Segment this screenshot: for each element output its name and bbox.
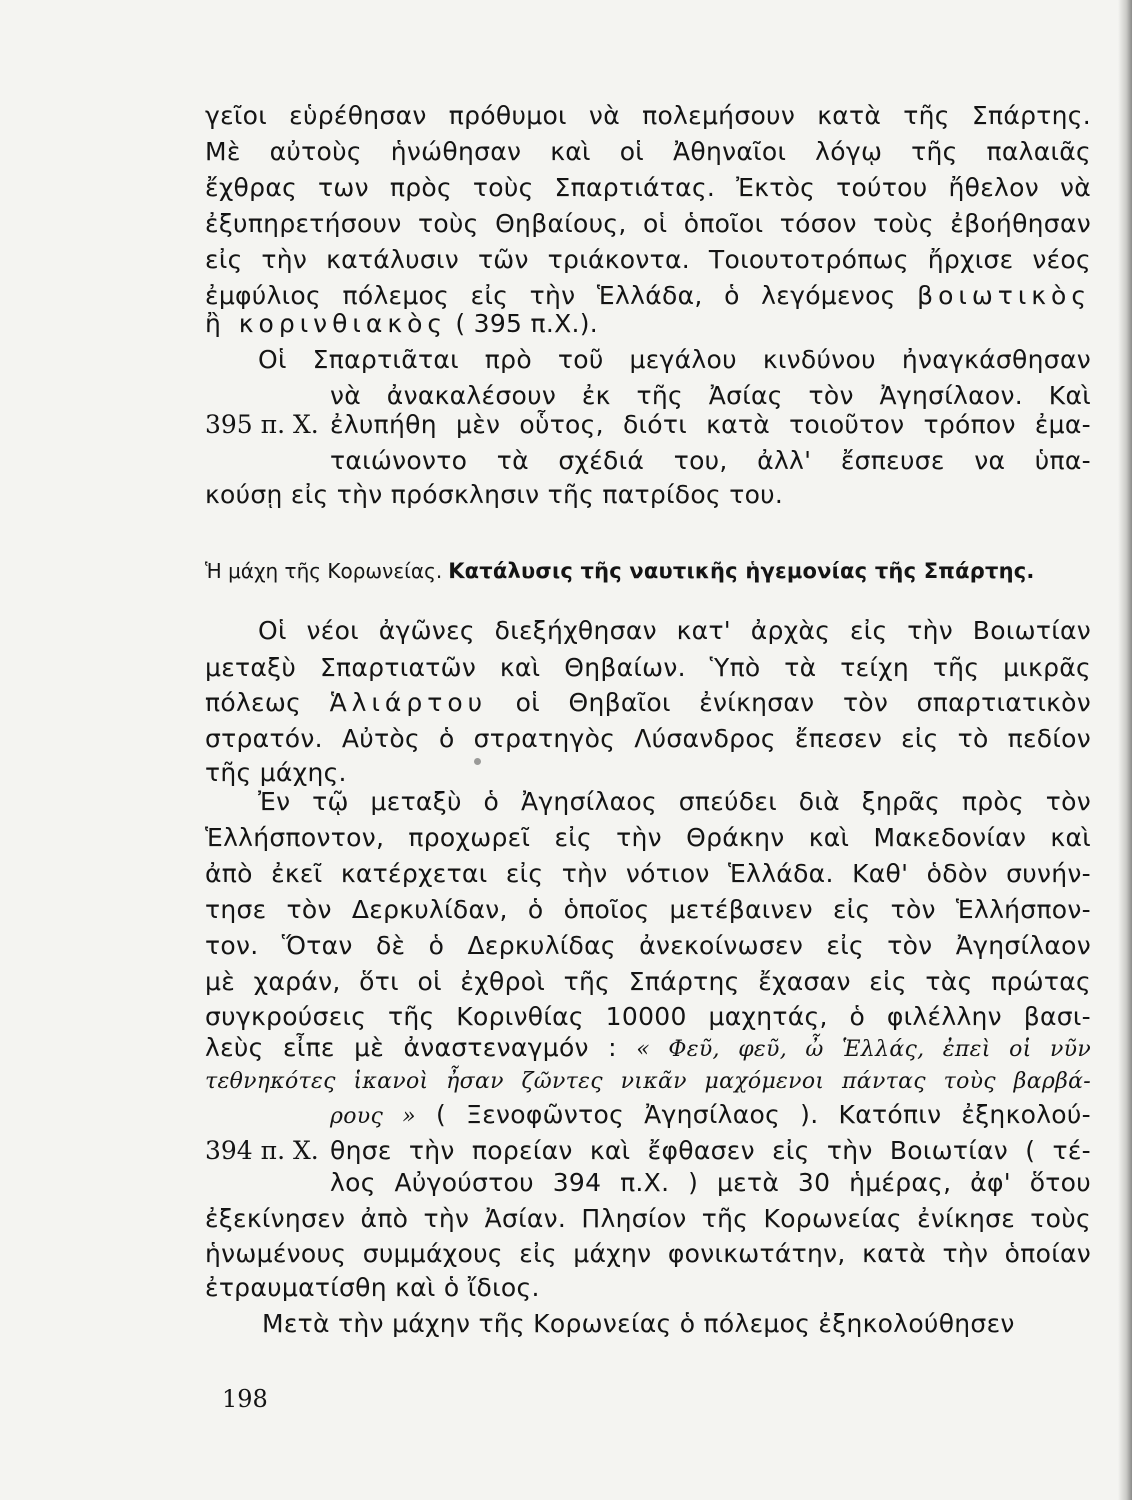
text-line: εἰς τὴν κατάλυσιν τῶν τριάκοντα. Τοιουτοτρόπως ἤρχισε νέος xyxy=(205,245,1091,274)
text-line xyxy=(205,306,1091,342)
text-line xyxy=(330,1097,1091,1133)
text-line: γεῖοι εὑρέθησαν πρόθυμοι νὰ πολεμήσουν κατὰ τῆς Σπάρτης. xyxy=(205,101,1091,130)
spaced-term: βοιωτικὸς xyxy=(917,281,1091,310)
quote-line: τεθνηκότες ἱκανοὶ ἦσαν ζῶντες νικᾶν μαχόμενοι πάντας τοὺς βαρβά- xyxy=(205,1069,1091,1094)
text-line: ταιώνοντο τὰ σχέδιά του, ἀλλ' ἔσπευσε να ὑπα- xyxy=(330,446,1091,475)
text-line xyxy=(205,685,1091,721)
section-heading xyxy=(205,556,1091,586)
heading-part-1: Ἡ μάχη τῆς Κορωνείας. xyxy=(205,559,443,583)
text-line: ἔχθρας των πρὸς τοὺς Σπαρτιάτας. Ἐκτὸς τούτου ἤθελον νὰ xyxy=(205,173,1091,202)
text-line: Οἱ νέοι ἀγῶνες διεξήχθησαν κατ' ἀρχὰς εἰς τὴν Βοιωτίαν xyxy=(258,616,1091,645)
text-line: Μετὰ τὴν μάχην τῆς Κορωνείας ὁ πόλεμος ἐξηκολούθησεν xyxy=(262,1309,1015,1338)
text-line: τησε τὸν Δερκυλίδαν, ὁ ὁποῖος μετέβαινεν εἰς τὸν Ἑλλήσπον- xyxy=(205,895,1091,924)
text-span: ἐμφύλιος πόλεμος εἰς τὴν Ἑλλάδα, ὁ λεγόμενος xyxy=(205,281,896,310)
text-span: πόλεως xyxy=(205,688,302,717)
text-line: ἐξυπηρετήσουν τοὺς Θηβαίους, οἱ ὁποῖοι τόσον τοὺς ἐβοήθησαν xyxy=(205,209,1091,238)
text-line: Οἱ Σπαρτιᾶται πρὸ τοῦ μεγάλου κινδύνου ἠναγκάσθησαν xyxy=(258,345,1091,374)
text-line: συγκρούσεις τῆς Κορινθίας 10000 μαχητάς, ὁ φιλέλλην βασι- xyxy=(205,1002,1091,1031)
heading-part-2: Κατάλυσις τῆς ναυτικῆς ἡγεμονίας τῆς Σπάρτης. xyxy=(448,559,1035,583)
text-line: μὲ χαράν, ὅτι οἱ ἐχθροὶ τῆς Σπάρτης ἔχασαν εἰς τὰς πρώτας xyxy=(205,967,1091,996)
page-number: 198 xyxy=(222,1385,268,1413)
text-line: ἐτραυματίσθη καὶ ὁ ἴδιος. xyxy=(205,1273,540,1302)
text-line: νὰ ἀνακαλέσουν ἐκ τῆς Ἀσίας τὸν Ἀγησίλαον. Καὶ xyxy=(330,381,1091,410)
text-line: Ἐν τῷ μεταξὺ ὁ Ἀγησίλαος σπεύδει διὰ ξηρᾶς πρὸς τὸν xyxy=(258,787,1091,816)
text-line: τον. Ὅταν δὲ ὁ Δερκυλίδας ἀνεκοίνωσεν εἰς τὸν Ἀγησίλαον xyxy=(205,931,1091,960)
spaced-term: Ἁλιάρτου xyxy=(329,688,488,717)
text-line: Μὲ αὐτοὺς ἡνώθησαν καὶ οἱ Ἀθηναῖοι λόγῳ τῆς παλαιᾶς xyxy=(205,137,1091,166)
text-line: στρατόν. Αὐτὸς ὁ στρατηγὸς Λύσανδρος ἔπεσεν εἰς τὸ πεδίον xyxy=(205,724,1091,753)
text-line: μεταξὺ Σπαρτιατῶν καὶ Θηβαίων. Ὑπὸ τὰ τείχη τῆς μικρᾶς xyxy=(205,653,1091,682)
text-span: ( Ξενοφῶντος Ἀγησίλαος ). Κατόπιν ἐξηκολού- xyxy=(436,1100,1091,1129)
quote-text: ρους » xyxy=(330,1104,416,1129)
text-span: λεὺς εἶπε μὲ ἀναστεναγμόν : xyxy=(205,1033,617,1062)
spaced-term: ἢ κορινθιακὸς xyxy=(205,309,448,338)
quote-text: « Φεῦ, φεῦ, ὦ Ἑλλάς, ἐπεὶ οἱ νῦν xyxy=(636,1037,1091,1062)
text-line: Ἑλλήσποντον, προχωρεῖ εἰς τὴν Θράκην καὶ Μακεδονίαν καὶ xyxy=(205,823,1091,852)
text-line: τῆς μάχης. xyxy=(205,758,347,787)
text-span: ( 395 π.Χ.). xyxy=(455,309,599,338)
text-line: ἀπὸ ἐκεῖ κατέρχεται εἰς τὴν νότιον Ἑλλάδα. Καθ' ὁδὸν συνήν- xyxy=(205,859,1091,888)
page-edge xyxy=(1118,0,1132,1500)
text-line: θησε τὴν πορείαν καὶ ἔφθασεν εἰς τὴν Βοιωτίαν ( τέ- xyxy=(330,1136,1091,1165)
margin-date-395: 395 π. Χ. xyxy=(205,410,319,439)
text-line xyxy=(205,1030,1091,1066)
text-line: ἐλυπήθη μὲν οὗτος, διότι κατὰ τοιοῦτον τρόπον ἐμα- xyxy=(330,410,1091,439)
text-span: οἱ Θηβαῖοι ἐνίκησαν τὸν σπαρτιατικὸν xyxy=(515,688,1091,717)
ink-speck xyxy=(474,758,481,765)
text-line: λος Αὐγούστου 394 π.Χ. ) μετὰ 30 ἡμέρας, ἀφ' ὅτου xyxy=(330,1168,1091,1197)
text-line: κούσῃ εἰς τὴν πρόσκλησιν τῆς πατρίδος του. xyxy=(205,480,784,509)
text-line: ἐξεκίνησεν ἀπὸ τὴν Ἀσίαν. Πλησίον τῆς Κορωνείας ἐνίκησε τοὺς xyxy=(205,1204,1091,1233)
text-line: ἡνωμένους συμμάχους εἰς μάχην φονικωτάτην, κατὰ τὴν ὁποίαν xyxy=(205,1239,1091,1268)
margin-date-394: 394 π. Χ. xyxy=(205,1136,319,1165)
